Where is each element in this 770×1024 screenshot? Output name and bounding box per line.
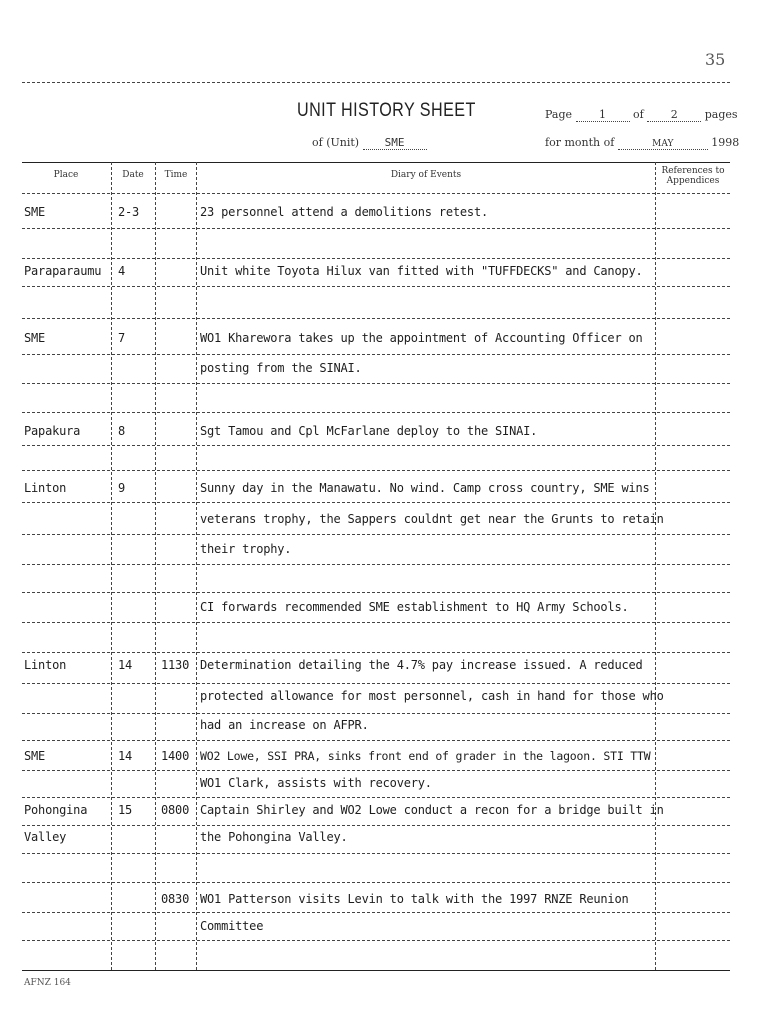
page-of-pages bbox=[545, 108, 738, 122]
row-rule bbox=[22, 652, 730, 653]
header-top-rule bbox=[22, 162, 730, 163]
row-rule bbox=[22, 534, 730, 535]
diary-line: veterans trophy, the Sappers couldnt get near the Grunts to retain bbox=[200, 512, 664, 526]
row-place: SME bbox=[24, 331, 46, 345]
row-rule bbox=[22, 622, 730, 623]
col-divider-3 bbox=[196, 162, 197, 970]
row-place: Paraparaumu bbox=[24, 264, 102, 278]
row-rule bbox=[22, 853, 730, 854]
row-rule bbox=[22, 592, 730, 593]
row-rule bbox=[22, 740, 730, 741]
col-divider-4 bbox=[655, 162, 656, 970]
diary-line: Sgt Tamou and Cpl McFarlane deploy to the SINAI. bbox=[200, 424, 538, 438]
row-rule bbox=[22, 470, 730, 471]
of-label: of bbox=[633, 108, 644, 121]
form-number: AFNZ 164 bbox=[24, 978, 71, 988]
row-rule bbox=[22, 713, 730, 714]
page-number: 35 bbox=[705, 50, 726, 69]
row-date: 15 bbox=[118, 803, 133, 817]
col-header-place: Place bbox=[53, 170, 79, 180]
unit-line bbox=[312, 136, 427, 150]
col-header-date: Date bbox=[122, 170, 144, 180]
row-rule bbox=[22, 825, 730, 826]
row-date: 8 bbox=[118, 424, 126, 438]
row-rule bbox=[22, 383, 730, 384]
row-rule bbox=[22, 412, 730, 413]
row-rule bbox=[22, 286, 730, 287]
row-rule bbox=[22, 318, 730, 319]
diary-line: Determination detailing the 4.7% pay increase issued. A reduced bbox=[200, 658, 643, 672]
row-date: 14 bbox=[118, 658, 133, 672]
diary-line: WO1 Kharewora takes up the appointment of Accounting Officer on bbox=[200, 331, 643, 345]
row-time: 1130 bbox=[161, 658, 190, 672]
diary-line: their trophy. bbox=[200, 542, 292, 556]
header-bottom-rule bbox=[22, 193, 730, 194]
sheet-title: UNIT HISTORY SHEET bbox=[297, 100, 476, 121]
col-divider-2 bbox=[155, 162, 156, 970]
col-header-references: References to Appendices bbox=[661, 166, 725, 186]
diary-line: protected allowance for most personnel, cash in hand for those who bbox=[200, 689, 664, 703]
row-rule bbox=[22, 258, 730, 259]
of-value: 2 bbox=[647, 108, 701, 122]
diary-line: Committee bbox=[200, 919, 264, 933]
year-value: 1998 bbox=[711, 136, 740, 149]
row-time: 1400 bbox=[161, 749, 190, 763]
row-rule bbox=[22, 912, 730, 913]
row-place: SME bbox=[24, 205, 46, 219]
row-date: 4 bbox=[118, 264, 126, 278]
row-date: 7 bbox=[118, 331, 126, 345]
diary-line: the Pohongina Valley. bbox=[200, 830, 348, 844]
row-time: 0830 bbox=[161, 892, 190, 906]
diary-line: WO1 Clark, assists with recovery. bbox=[200, 776, 432, 790]
row-date: 9 bbox=[118, 481, 126, 495]
unit-value: SME bbox=[363, 136, 427, 150]
row-rule bbox=[22, 882, 730, 883]
row-rule bbox=[22, 770, 730, 771]
row-rule bbox=[22, 683, 730, 684]
row-rule bbox=[22, 228, 730, 229]
bottom-rule bbox=[22, 970, 730, 971]
col-header-time: Time bbox=[164, 170, 188, 180]
row-place: Linton bbox=[24, 658, 67, 672]
top-rule bbox=[22, 82, 730, 83]
row-place-line2: Valley bbox=[24, 830, 67, 844]
row-rule bbox=[22, 354, 730, 355]
row-rule bbox=[22, 564, 730, 565]
diary-line: Unit white Toyota Hilux van fitted with "TUFFDECKS" and Canopy. bbox=[200, 264, 643, 278]
diary-line: had an increase on AFPR. bbox=[200, 718, 369, 732]
diary-line: posting from the SINAI. bbox=[200, 361, 362, 375]
month-label: for month of bbox=[545, 136, 615, 149]
diary-line: WO1 Patterson visits Levin to talk with the 1997 RNZE Reunion bbox=[200, 892, 629, 906]
diary-line: WO2 Lowe, SSI PRA, sinks front end of grader in the lagoon. STI TTW bbox=[200, 749, 651, 763]
diary-line: 23 personnel attend a demolitions retest. bbox=[200, 205, 489, 219]
col-header-diary: Diary of Events bbox=[390, 170, 462, 180]
month-line bbox=[545, 136, 739, 150]
row-rule bbox=[22, 445, 730, 446]
unit-label: of (Unit) bbox=[312, 136, 360, 149]
page-label: Page bbox=[545, 108, 573, 121]
col-divider-1 bbox=[111, 162, 112, 970]
month-value: MAY bbox=[618, 139, 708, 150]
pages-label: pages bbox=[704, 108, 738, 121]
row-place: Papakura bbox=[24, 424, 81, 438]
page-value: 1 bbox=[576, 108, 630, 122]
diary-line: CI forwards recommended SME establishment to HQ Army Schools. bbox=[200, 600, 629, 614]
row-place: Linton bbox=[24, 481, 67, 495]
row-rule bbox=[22, 502, 730, 503]
row-date: 2-3 bbox=[118, 205, 140, 219]
row-date: 14 bbox=[118, 749, 133, 763]
diary-line: Sunny day in the Manawatu. No wind. Camp cross country, SME wins bbox=[200, 481, 650, 495]
row-place: SME bbox=[24, 749, 46, 763]
row-rule bbox=[22, 797, 730, 798]
row-rule bbox=[22, 940, 730, 941]
row-place: Pohongina bbox=[24, 803, 88, 817]
row-time: 0800 bbox=[161, 803, 190, 817]
diary-line: Captain Shirley and WO2 Lowe conduct a recon for a bridge built in bbox=[200, 803, 664, 817]
